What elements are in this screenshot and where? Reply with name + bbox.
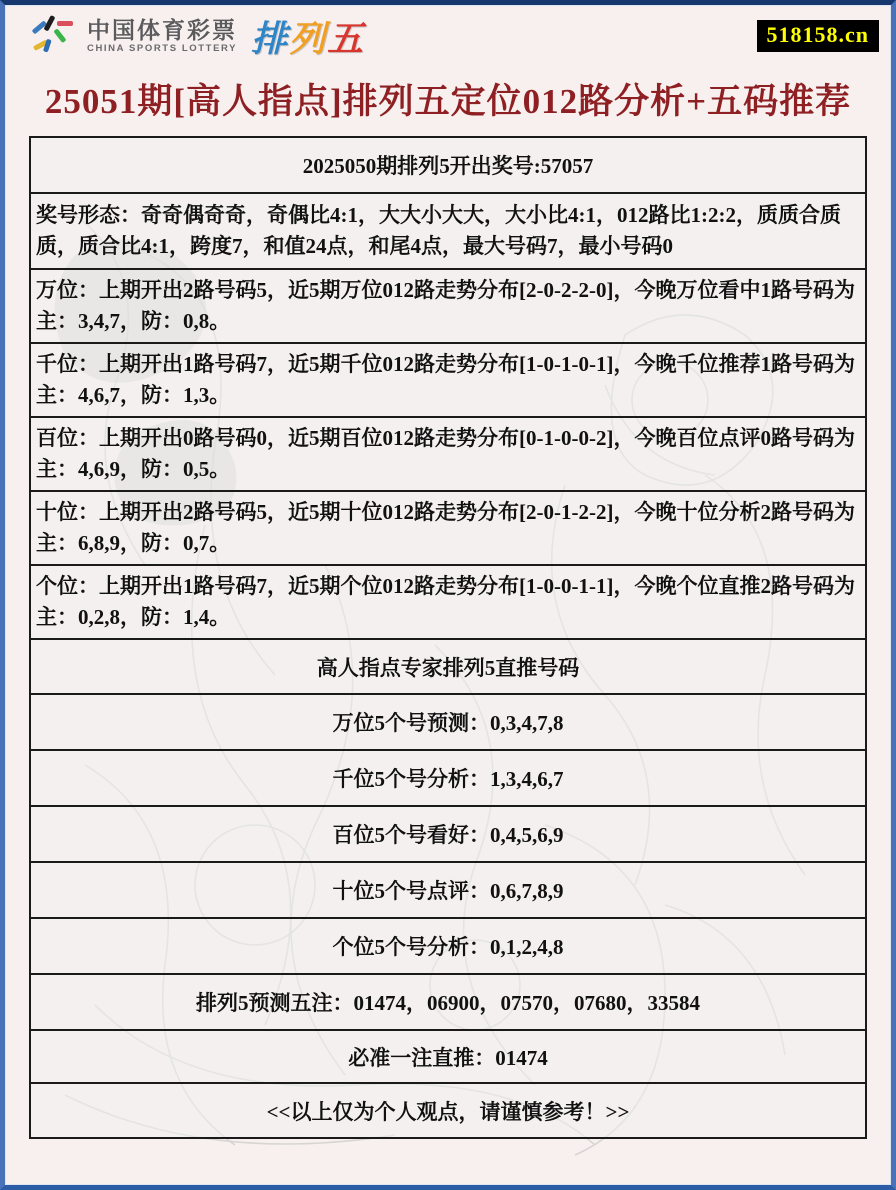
row-qian-analysis: 千位：上期开出1路号码7，近5期千位012路走势分布[1-0-1-0-1]，今晚千位推荐1路号码为主：4,6,7，防：1,3。 — [31, 342, 865, 416]
brand-name-cn: 中国体育彩票 — [87, 16, 237, 43]
page-title: 25051期[高人指点]排列五定位012路分析+五码推荐 — [44, 82, 852, 121]
row-ge-analysis: 个位：上期开出1路号码7，近5期个位012路走势分布[1-0-0-1-1]，今晚个位直推2路号码为主：0,2,8，防：1,4。 — [31, 564, 865, 638]
row-qian-five: 千位5个号分析：1,3,4,6,7 — [31, 749, 865, 805]
brand-text — [87, 16, 238, 54]
lottery-logo-icon — [27, 13, 79, 59]
brand-product-char2: 列 — [289, 17, 328, 59]
analysis-table — [29, 136, 867, 1139]
row-bai-five: 百位5个号看好：0,4,5,6,9 — [31, 805, 865, 861]
brand-product-char3: 五 — [327, 17, 366, 59]
row-wan-five: 万位5个号预测：0,3,4,7,8 — [31, 693, 865, 749]
row-ge-five: 个位5个号分析：0,1,2,4,8 — [31, 917, 865, 973]
row-shape-analysis: 奖号形态：奇奇偶奇奇，奇偶比4:1，大大小大大，大小比4:1，012路比1:2:2，质质合质质，质合比4:1，跨度7，和值24点，和尾4点，最大号码7，最小号码0 — [31, 192, 865, 268]
row-wan-analysis: 万位：上期开出2路号码5，近5期万位012路走势分布[2-0-2-2-0]，今晚万位看中1路号码为主：3,4,7，防：0,8。 — [31, 268, 865, 342]
row-one-bet: 必准一注直推：01474 — [31, 1029, 865, 1082]
row-shi-analysis: 十位：上期开出2路号码5，近5期十位012路走势分布[2-0-1-2-2]，今晚十位分析2路号码为主：6,8,9，防：0,7。 — [31, 490, 865, 564]
row-draw-result: 2025050期排列5开出奖号:57057 — [302, 154, 594, 178]
brand-product-name — [251, 11, 365, 62]
header — [5, 5, 891, 63]
row-bai-analysis: 百位：上期开出0路号码0，近5期百位012路走势分布[0-1-0-0-2]，今晚百位点评0路号码为主：4,6,9，防：0,5。 — [31, 416, 865, 490]
row-expert-header: 高人指点专家排列5直推号码 — [31, 638, 865, 693]
brand-product-char1: 排 — [251, 17, 290, 59]
row-five-bets: 排列5预测五注：01474，06900，07570，07680，33584 — [31, 973, 865, 1029]
china-sports-lottery-logo — [27, 11, 365, 62]
brand-name-en: CHINA SPORTS LOTTERY — [87, 42, 238, 54]
site-domain-badge: 518158.cn — [757, 20, 880, 52]
row-disclaimer: <<以上仅为个人观点，请谨慎参考！>> — [31, 1082, 865, 1137]
row-shi-five: 十位5个号点评：0,6,7,8,9 — [31, 861, 865, 917]
